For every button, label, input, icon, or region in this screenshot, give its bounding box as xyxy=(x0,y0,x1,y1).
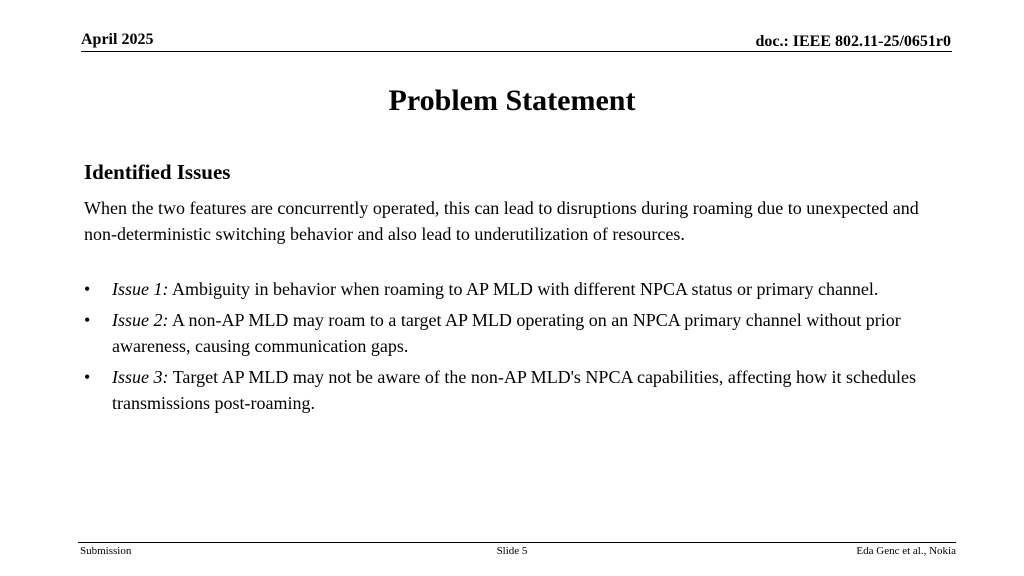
header-doc-id: doc.: IEEE 802.11-25/0651r0 xyxy=(755,33,951,50)
footer-divider xyxy=(78,542,956,543)
slide-title: Problem Statement xyxy=(388,84,636,117)
issue-item-2 xyxy=(84,307,954,359)
section-subheading: Identified Issues xyxy=(84,160,231,184)
issue-label: Issue 2: xyxy=(112,310,169,330)
intro-paragraph: When the two features are concurrently operated, this can lead to disruptions during roaming due to unexpected and non-deterministic switching behavior and also lead to underutilization of resources. xyxy=(84,198,919,244)
bullet-icon: • xyxy=(84,310,91,330)
issue-label: Issue 3: xyxy=(112,367,169,387)
header-date: April 2025 xyxy=(81,31,154,48)
issue-label: Issue 1: xyxy=(112,279,169,299)
issue-text: Target AP MLD may not be aware of the non-AP MLD's NPCA capabilities, affecting how it schedules transmissions post-roaming. xyxy=(112,367,917,413)
header-divider xyxy=(81,51,952,52)
issue-text: A non-AP MLD may roam to a target AP MLD operating on an NPCA primary channel without prior awareness, causing communication gaps. xyxy=(112,310,901,356)
issue-text: Ambiguity in behavior when roaming to AP MLD with different NPCA status or primary channel. xyxy=(172,279,879,299)
footer-submission: Submission xyxy=(80,545,132,557)
issue-list xyxy=(84,276,954,416)
bullet-icon: • xyxy=(84,367,91,387)
slide-content xyxy=(84,160,954,421)
footer-authors: Eda Genc et al., Nokia xyxy=(856,545,956,557)
issue-item-1 xyxy=(84,276,954,302)
footer-slide-number: Slide 5 xyxy=(496,545,528,557)
bullet-icon: • xyxy=(84,279,91,299)
issue-item-3 xyxy=(84,364,954,416)
